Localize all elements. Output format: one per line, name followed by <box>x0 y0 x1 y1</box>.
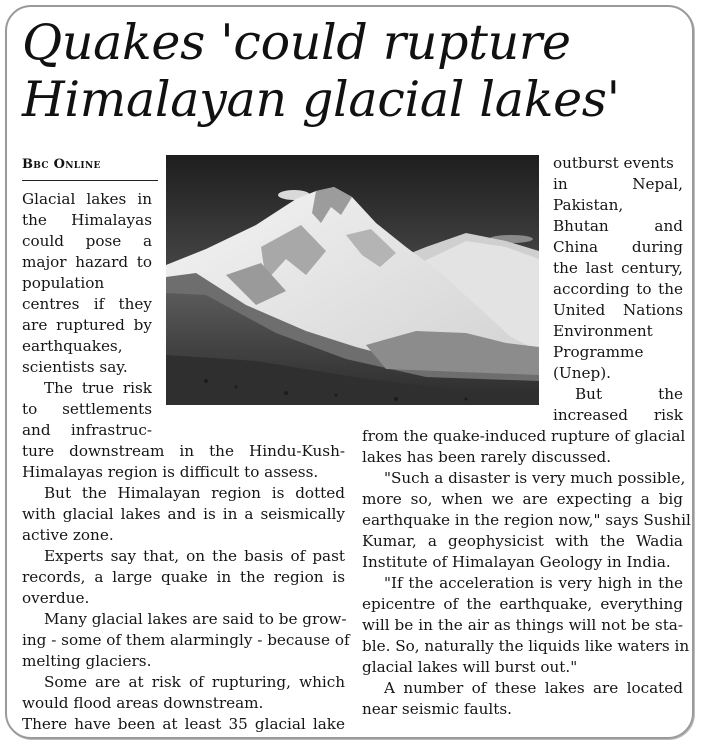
left-column-text-line: centres if they <box>22 295 152 313</box>
right-column-text-line: will be in the air as things will not be sta- <box>362 616 683 634</box>
left-column-text-line: Experts say that, on the basis of past <box>44 547 345 565</box>
headline-line-1: Quakes 'could rupture <box>22 14 571 71</box>
right-column-text-line: A number of these lakes are located <box>384 679 683 697</box>
right-column-text-line: Pakistan, <box>553 196 624 214</box>
right-column-text-line: United Nations <box>553 301 683 319</box>
left-column-text-line: population <box>22 274 105 292</box>
left-column-text-line: overdue. <box>22 589 90 607</box>
right-column-text-line: (Unep). <box>553 364 611 382</box>
left-column-text-line: and infrastruc- <box>22 421 152 439</box>
left-column-text-line: earthquakes, <box>22 337 123 355</box>
right-column-text-line: lakes has been rarely discussed. <box>362 448 612 466</box>
right-column-text-line: in Nepal, <box>553 175 683 193</box>
headline <box>22 14 690 128</box>
left-column-text-line: Many glacial lakes are said to be grow- <box>44 610 347 628</box>
right-column-text-line: Programme <box>553 343 644 361</box>
left-column-text-line: active zone. <box>22 526 114 544</box>
right-column-text-line: China during <box>553 238 683 256</box>
right-column-text-line: But the <box>575 385 683 403</box>
right-column-text-line: according to the <box>553 280 683 298</box>
left-column-text-line: melting glaciers. <box>22 652 152 670</box>
left-column-text-line: There have been at least 35 glacial lake <box>22 715 345 733</box>
right-column-text-line: increased risk <box>553 406 683 424</box>
left-column-text-line: ture downstream in the Hindu-Kush- <box>22 442 345 460</box>
right-column-text-line: Kumar, a geophysicist with the Wadia <box>362 532 683 550</box>
right-column-text-line: ble. So, naturally the liquids like waters in <box>362 637 690 655</box>
left-column-text-line: records, a large quake in the region is <box>22 568 345 586</box>
right-column-text-line: the last century, <box>553 259 683 277</box>
right-column-text-line: Environment <box>553 322 653 340</box>
right-column-text-line: more so, when we are expecting a big <box>362 490 683 508</box>
right-column-text-line: epicentre of the earthquake, everything <box>362 595 683 613</box>
left-column-text-line: Himalayas region is difficult to assess. <box>22 463 319 481</box>
byline: Bbc Online <box>22 157 101 172</box>
left-column-text-line: ing - some of them alarmingly - because of <box>22 631 350 649</box>
right-column-text-line: "If the acceleration is very high in the <box>384 574 683 592</box>
right-column-text-line: near seismic faults. <box>362 700 512 718</box>
left-column-text-line: major hazard to <box>22 253 152 271</box>
left-column-text-line: with glacial lakes and is in a seismically <box>22 505 345 523</box>
left-column-text-line: The true risk <box>44 379 152 397</box>
right-column-text-line: glacial lakes will burst out." <box>362 658 578 676</box>
left-column-text-line: Some are at risk of rupturing, which <box>44 673 345 691</box>
right-column-text-line: earthquake in the region now," says Sushil <box>362 511 691 529</box>
himalaya-mountain-photo <box>166 155 539 405</box>
right-column-text-line: outburst events <box>553 154 674 172</box>
left-column-text-line: are ruptured by <box>22 316 152 334</box>
headline-line-2: Himalayan glacial lakes' <box>22 71 620 128</box>
left-column-text-line: could pose a <box>22 232 152 250</box>
right-column-text-line: from the quake-induced rupture of glacial <box>362 427 686 445</box>
left-column-text-line: scientists say. <box>22 358 128 376</box>
left-column-text-line: would flood areas downstream. <box>22 694 264 712</box>
left-column-text-line: Glacial lakes in <box>22 190 152 208</box>
right-column-text-line: "Such a disaster is very much possible, <box>384 469 686 487</box>
left-column-text-line: But the Himalayan region is dotted <box>44 484 345 502</box>
left-column-text-line: the Himalayas <box>22 211 152 229</box>
byline-divider <box>22 180 158 181</box>
right-column-text-line: Bhutan and <box>553 217 683 235</box>
right-column-text-line: Institute of Himalayan Geology in India. <box>362 553 671 571</box>
left-column-text-line: to settlements <box>22 400 152 418</box>
